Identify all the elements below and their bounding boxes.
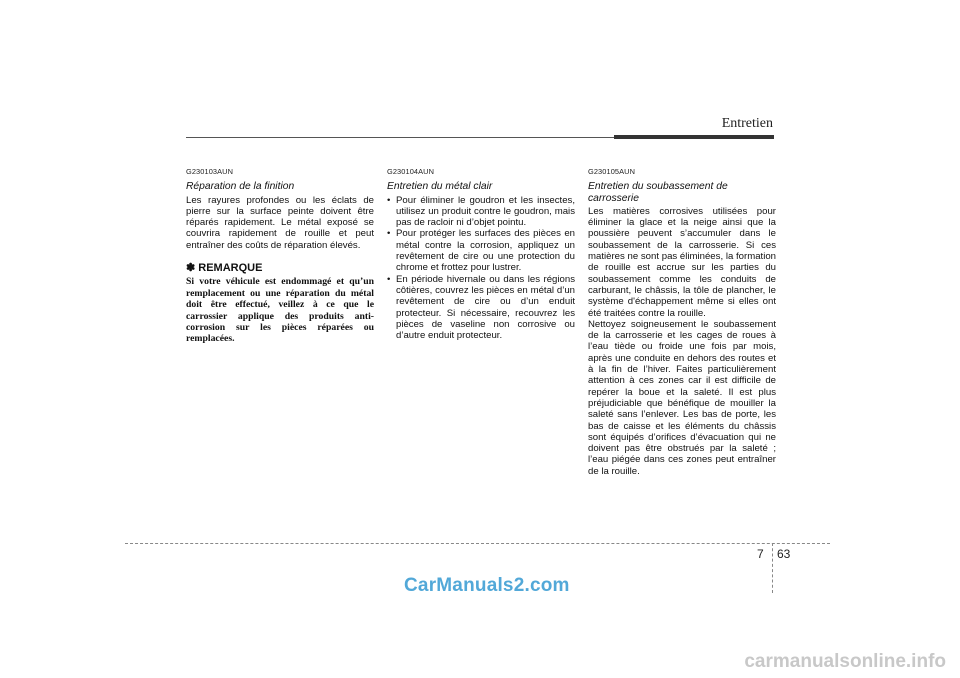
section-body: Les matières corrosives utilisées pour éliminer la glace et la neige ainsi que la poussière peuvent s’accumuler dans le soubassement de la carrosserie. Si ces matières ne sont pas éliminées, la formation de rouille est accrue sur les parties du soubassement comme les conduits de carburant, le châssis, la tôle de plancher, le système d'échappement même si elles ont été traitées contre la rouille. bbox=[588, 205, 776, 319]
bullet-icon: • bbox=[387, 228, 391, 240]
header-rule-accent bbox=[614, 135, 774, 139]
watermark-text: carmanualsonline.info bbox=[744, 651, 946, 672]
list-item: • En période hivernale ou dans les régions côtières, couvrez les pièces en métal d’un revêtement de cire ou d’un enduit protecteur. Si nécessaire, recouvrez les pièces de vaseline non corrosive ou d’autre enduit protecteur. bbox=[387, 273, 575, 342]
section-title: Entretien du métal clair bbox=[387, 181, 493, 193]
bullet-list bbox=[387, 195, 575, 342]
section-code: G230103AUN bbox=[186, 167, 234, 176]
section-title: Réparation de la finition bbox=[186, 181, 295, 193]
section-title: Entretien du soubassement de carrosserie bbox=[588, 181, 728, 204]
section-code: G230105AUN bbox=[588, 167, 636, 176]
bullet-icon: • bbox=[387, 194, 391, 206]
header-rule bbox=[186, 137, 614, 138]
section-body: Nettoyez soigneusement le soubassement de la carrosserie et les cages de roues à l’eau tiède ou froide une fois par mois, après une conduite en dehors des routes et à la fin de l’hiver. Faites particulièrement attention à ces zones car il est difficile de repérer la boue et la saleté. Il est plus préjudiciable que bénéfique de mouiller la saleté sans l’enlever. Les bas de porte, les bas de caisse et les éléments du châssis sont équipés d’orifices d’évacuation qui ne doivent pas être obstrués par la saleté ; l’eau piégée dans ces zones peut entraîner de la rouille. bbox=[588, 318, 776, 477]
column-bright-metal bbox=[387, 166, 575, 341]
watermark-logo: CarManuals2.com bbox=[404, 575, 570, 596]
list-item: • Pour protéger les surfaces des pièces en métal contre la corrosion, appliquez un revêtement de cire ou une protection du chrome et frottez pour lustrer. bbox=[387, 228, 575, 274]
page-number: 63 bbox=[777, 547, 791, 561]
footer-divider bbox=[772, 543, 773, 593]
section-code: G230104AUN bbox=[387, 167, 435, 176]
section-body: Les rayures profondes ou les éclats de pierre sur la surface peinte doivent être réparés rapidement. Le métal exposé se couvrira rapidement de rouille et peut entraîner des coûts de réparation élevés. bbox=[186, 194, 374, 251]
chapter-number: 7 bbox=[757, 547, 764, 561]
column-finish-repair bbox=[186, 166, 374, 345]
page-header-title: Entretien bbox=[721, 116, 773, 131]
column-underbody bbox=[588, 166, 776, 477]
list-item: • Pour éliminer le goudron et les insectes, utilisez un produit contre le goudron, mais pas de racloir ni d’objet pointu. bbox=[387, 194, 575, 229]
footer-rule bbox=[125, 543, 830, 544]
note-title: ✽ REMARQUE bbox=[186, 262, 263, 275]
note-body: Si votre véhicule est endommagé et qu’un remplacement ou une réparation du métal doit être effectué, veillez à ce que le carrossier applique des produits anti-corrosion sur les pièces réparées ou remplacées. bbox=[186, 276, 374, 345]
bullet-icon: • bbox=[387, 273, 391, 285]
